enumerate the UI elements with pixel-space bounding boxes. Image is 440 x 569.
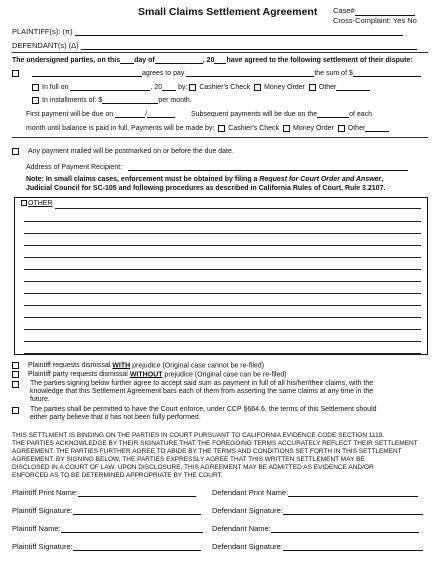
further-agree-row [12,380,373,404]
intro-text-b: day of [134,57,155,64]
other-line[interactable] [24,221,421,222]
payment-method-row [26,123,389,132]
dismiss-with-row [12,362,264,369]
defendant-signature-2-field[interactable] [283,542,423,551]
intro-text-a: The undersigned parties, on this [12,57,121,64]
note-text-c: , [381,176,384,183]
pay-checkbox[interactable] [12,70,19,77]
cashiers-check-checkbox[interactable] [189,84,196,91]
binding-line: AGREEMENT. BY SIGNING BELOW, THE PARTIES EXPRESSLY AGREE THAT THIS WRITTEN SETTLEMENT MAY BE [12,456,365,463]
defendant-print-name-label: Defendant Print Name: [212,488,289,497]
case-number-label: Case# [333,6,355,15]
mailed-row [12,148,234,155]
note-form-title: Request for Court Order and Answer [259,176,382,183]
other-label: Other [318,84,337,91]
method-money-order-label: Money Order [292,125,334,132]
subsequent-label: Subsequent payments will be due on the [191,111,318,118]
note-text-a: Note: In small claims cases, enforcement must be obtained by filing a [26,176,260,183]
plaintiff-signature-2-field[interactable] [73,542,201,551]
binding-line: THE PARTIES ACKNOWLEDGE BY THEIR SIGNATURE THAT THE FOREGOING TERMS ACCURATELY REFLECT THEIR SETTLEMENT [12,440,418,447]
other-line[interactable] [24,233,421,234]
other-line[interactable] [24,293,421,294]
plaintiff-print-name-field[interactable] [78,488,196,497]
other-box [14,197,428,355]
mailed-note: Any payment mailed will be postmarked on or before the due date. [28,148,234,156]
cross-complaint-label: Cross-Complaint: Yes No [333,16,417,25]
payer-field[interactable] [32,68,142,77]
binding-paragraph [12,432,430,480]
dismiss-without-text-c: prejudice (Original case can be re-filed) [162,371,287,379]
defendant-label: DEFENDANT(s) (Δ) [12,41,79,50]
plaintiff-signature-field[interactable] [73,506,201,515]
plaintiff-signature-label: Plaintiff Signature: [12,506,73,515]
intro-text-c: , 20 [202,57,215,64]
dismiss-without-checkbox[interactable] [12,371,19,378]
other-line[interactable] [24,305,421,306]
plaintiff-name-field[interactable] [61,524,203,533]
binding-line: ENFORCED AS TO BE DETERMINED APPROPRIATE BY THE COURT. [12,472,223,479]
other-line[interactable] [55,208,421,209]
dismiss-without-row [12,371,287,378]
enforce-checkbox[interactable] [12,407,19,414]
dismiss-with-keyword: WITH [112,362,131,370]
further-agree-line-1: The parties signing below further agree to accept said sum as payment in full of all his/her/their claims, with the [29,380,374,387]
pay-row [12,68,421,77]
sum-field[interactable] [353,68,421,77]
defendant-name-label: Defendant Name: [212,524,271,533]
plaintiff-signature-2-row [12,542,201,551]
defendant-field[interactable] [81,41,417,50]
defendant-row [12,41,417,50]
defendant-signature-field[interactable] [283,506,423,515]
plaintiff-signature-row [12,506,201,515]
divider [12,52,428,53]
other-line[interactable] [24,245,421,246]
enforce-row [12,406,377,422]
intro-month-field[interactable] [155,55,203,64]
first-payment-month-field[interactable] [115,109,148,118]
mailed-checkbox[interactable] [12,148,19,155]
binding-line: DISCLOSED IN A COURT OF LAW. UPON DISCLOSURE, THIS AGREEMENT MAY BE ADMITTED AS EVIDENCE AND/OR [12,464,374,471]
month-until-label: month until balance is paid in full, Payments will be made by: [26,125,215,132]
dismiss-without-keyword: WITHOUT [129,371,163,379]
other-line[interactable] [24,353,421,354]
page-title: Small Claims Settlement Agreement [138,6,318,18]
divider [12,137,428,138]
money-order-label: Money Order [264,84,305,91]
binding-line: THIS SETTLMENT IS BINDING ON THE PARTIES IN COURT PURSUANT TO CALIFORNIA EVIDENCE CODE SECTION 1119. [12,432,385,439]
further-agree-checkbox[interactable] [12,381,19,388]
first-payment-row [26,109,372,118]
case-info [333,6,417,26]
intro-day-field[interactable] [120,55,134,64]
binding-line: AGREEMENT. THE PARTIES FURTHER AGREE TO ABIDE BY THE TERMS AND CONDITIONS SET FORTH IN THIS SETTLEMENT [12,448,402,455]
other-line[interactable] [24,281,421,282]
defendant-signature-label: Defendant Signature: [212,506,283,515]
plaintiff-print-name-label: Plaintiff Print Name: [12,488,79,497]
in-full-year-field[interactable] [162,82,176,91]
in-full-checkbox[interactable] [32,84,39,91]
defendant-signature-row [212,506,423,515]
defendant-print-name-field[interactable] [288,488,418,497]
per-month-text: per month. [158,97,192,104]
installments-row [32,95,192,104]
note-text-d: Judicial Council for SC-105 and following procedures as described in California Rules of Court, Rule 3.2107. [26,185,386,192]
other-line[interactable] [24,341,421,342]
dismiss-without-text-a: Plaintiff party requests dismissal [28,371,130,379]
intro-text-d: have agreed to the following settlement of their dispute: [226,57,413,64]
enforce-line-1: The parties shall be permitted to have the Court enforce, under CCP §664.6, the terms of this Settlement should [29,406,377,413]
by-label: by: [178,84,188,91]
defendant-print-name-row [212,488,418,497]
payee-field[interactable] [186,68,314,77]
plaintiff-field[interactable] [75,27,403,36]
method-other-checkbox[interactable] [338,125,345,132]
court-note [26,175,385,193]
other-box-label: OTHER [28,200,53,207]
plaintiff-print-name-row [12,488,196,497]
other-payment-field[interactable] [336,82,370,91]
dismiss-with-checkbox[interactable] [12,362,19,369]
in-full-label: In full on [42,84,69,91]
subsequent-day-field[interactable] [317,109,349,118]
in-full-year-text: , 20 [150,84,163,91]
further-agree-line-2: knowledge that this Settlement Agreement bars each of them from asserting the same claims at any time in the [29,388,374,395]
plaintiff-signature-2-label: Plaintiff Signature: [12,542,73,551]
defendant-name-field[interactable] [271,524,419,533]
other-checkbox[interactable] [309,84,316,91]
other-line[interactable] [24,269,421,270]
agrees-to-pay-text: agrees to pay [141,70,185,77]
plaintiff-name-row [12,524,203,533]
address-row [26,162,408,171]
installments-checkbox[interactable] [32,97,39,104]
first-payment-day-field[interactable] [147,109,175,118]
plaintiff-label: PLAINTIFF(s): (π) [12,27,73,36]
in-full-date-field[interactable] [70,82,150,91]
defendant-signature-2-label: Defendant Signature: [212,542,283,551]
other-box-header [21,200,53,207]
method-money-order-checkbox[interactable] [283,125,290,132]
case-number-field[interactable] [355,7,415,16]
other-line[interactable] [24,257,421,258]
address-field[interactable] [128,162,408,171]
defendant-signature-2-row [212,542,423,551]
intro-year-field[interactable] [214,55,226,64]
defendant-name-row [212,524,419,533]
money-order-checkbox[interactable] [254,84,261,91]
address-label: Address of Payment Recipient: [26,164,123,171]
of-each-text: of each [349,111,373,118]
plaintiff-name-label: Plaintiff Name: [12,524,61,533]
installments-label: In installments of: $ [42,97,103,104]
installment-amount-field[interactable] [102,95,158,104]
other-box-checkbox[interactable] [21,200,27,206]
sum-of-text: the sum of $ [314,70,353,77]
dismiss-with-text-a: Plaintiff requests dismissal [28,362,113,370]
method-cashiers-check-label: Cashier's Check [228,125,280,132]
agreement-intro [12,55,413,64]
dismiss-with-text-c: prejudice (Original case cannot be re-filed) [130,362,265,370]
in-full-row [32,82,370,91]
method-other-label: Other [347,125,366,132]
cashiers-check-label: Cashier's Check [199,84,251,91]
other-line[interactable] [24,317,421,318]
plaintiff-row [12,27,403,36]
other-line[interactable] [24,329,421,330]
first-payment-label: First payment will be due on [26,111,114,118]
enforce-line-2: either party believe that it has not been fully performed. [29,414,201,421]
method-other-field[interactable] [365,123,389,132]
date-slash: / [145,111,148,118]
further-agree-line-3: future. [29,396,50,403]
method-cashiers-check-checkbox[interactable] [218,125,225,132]
